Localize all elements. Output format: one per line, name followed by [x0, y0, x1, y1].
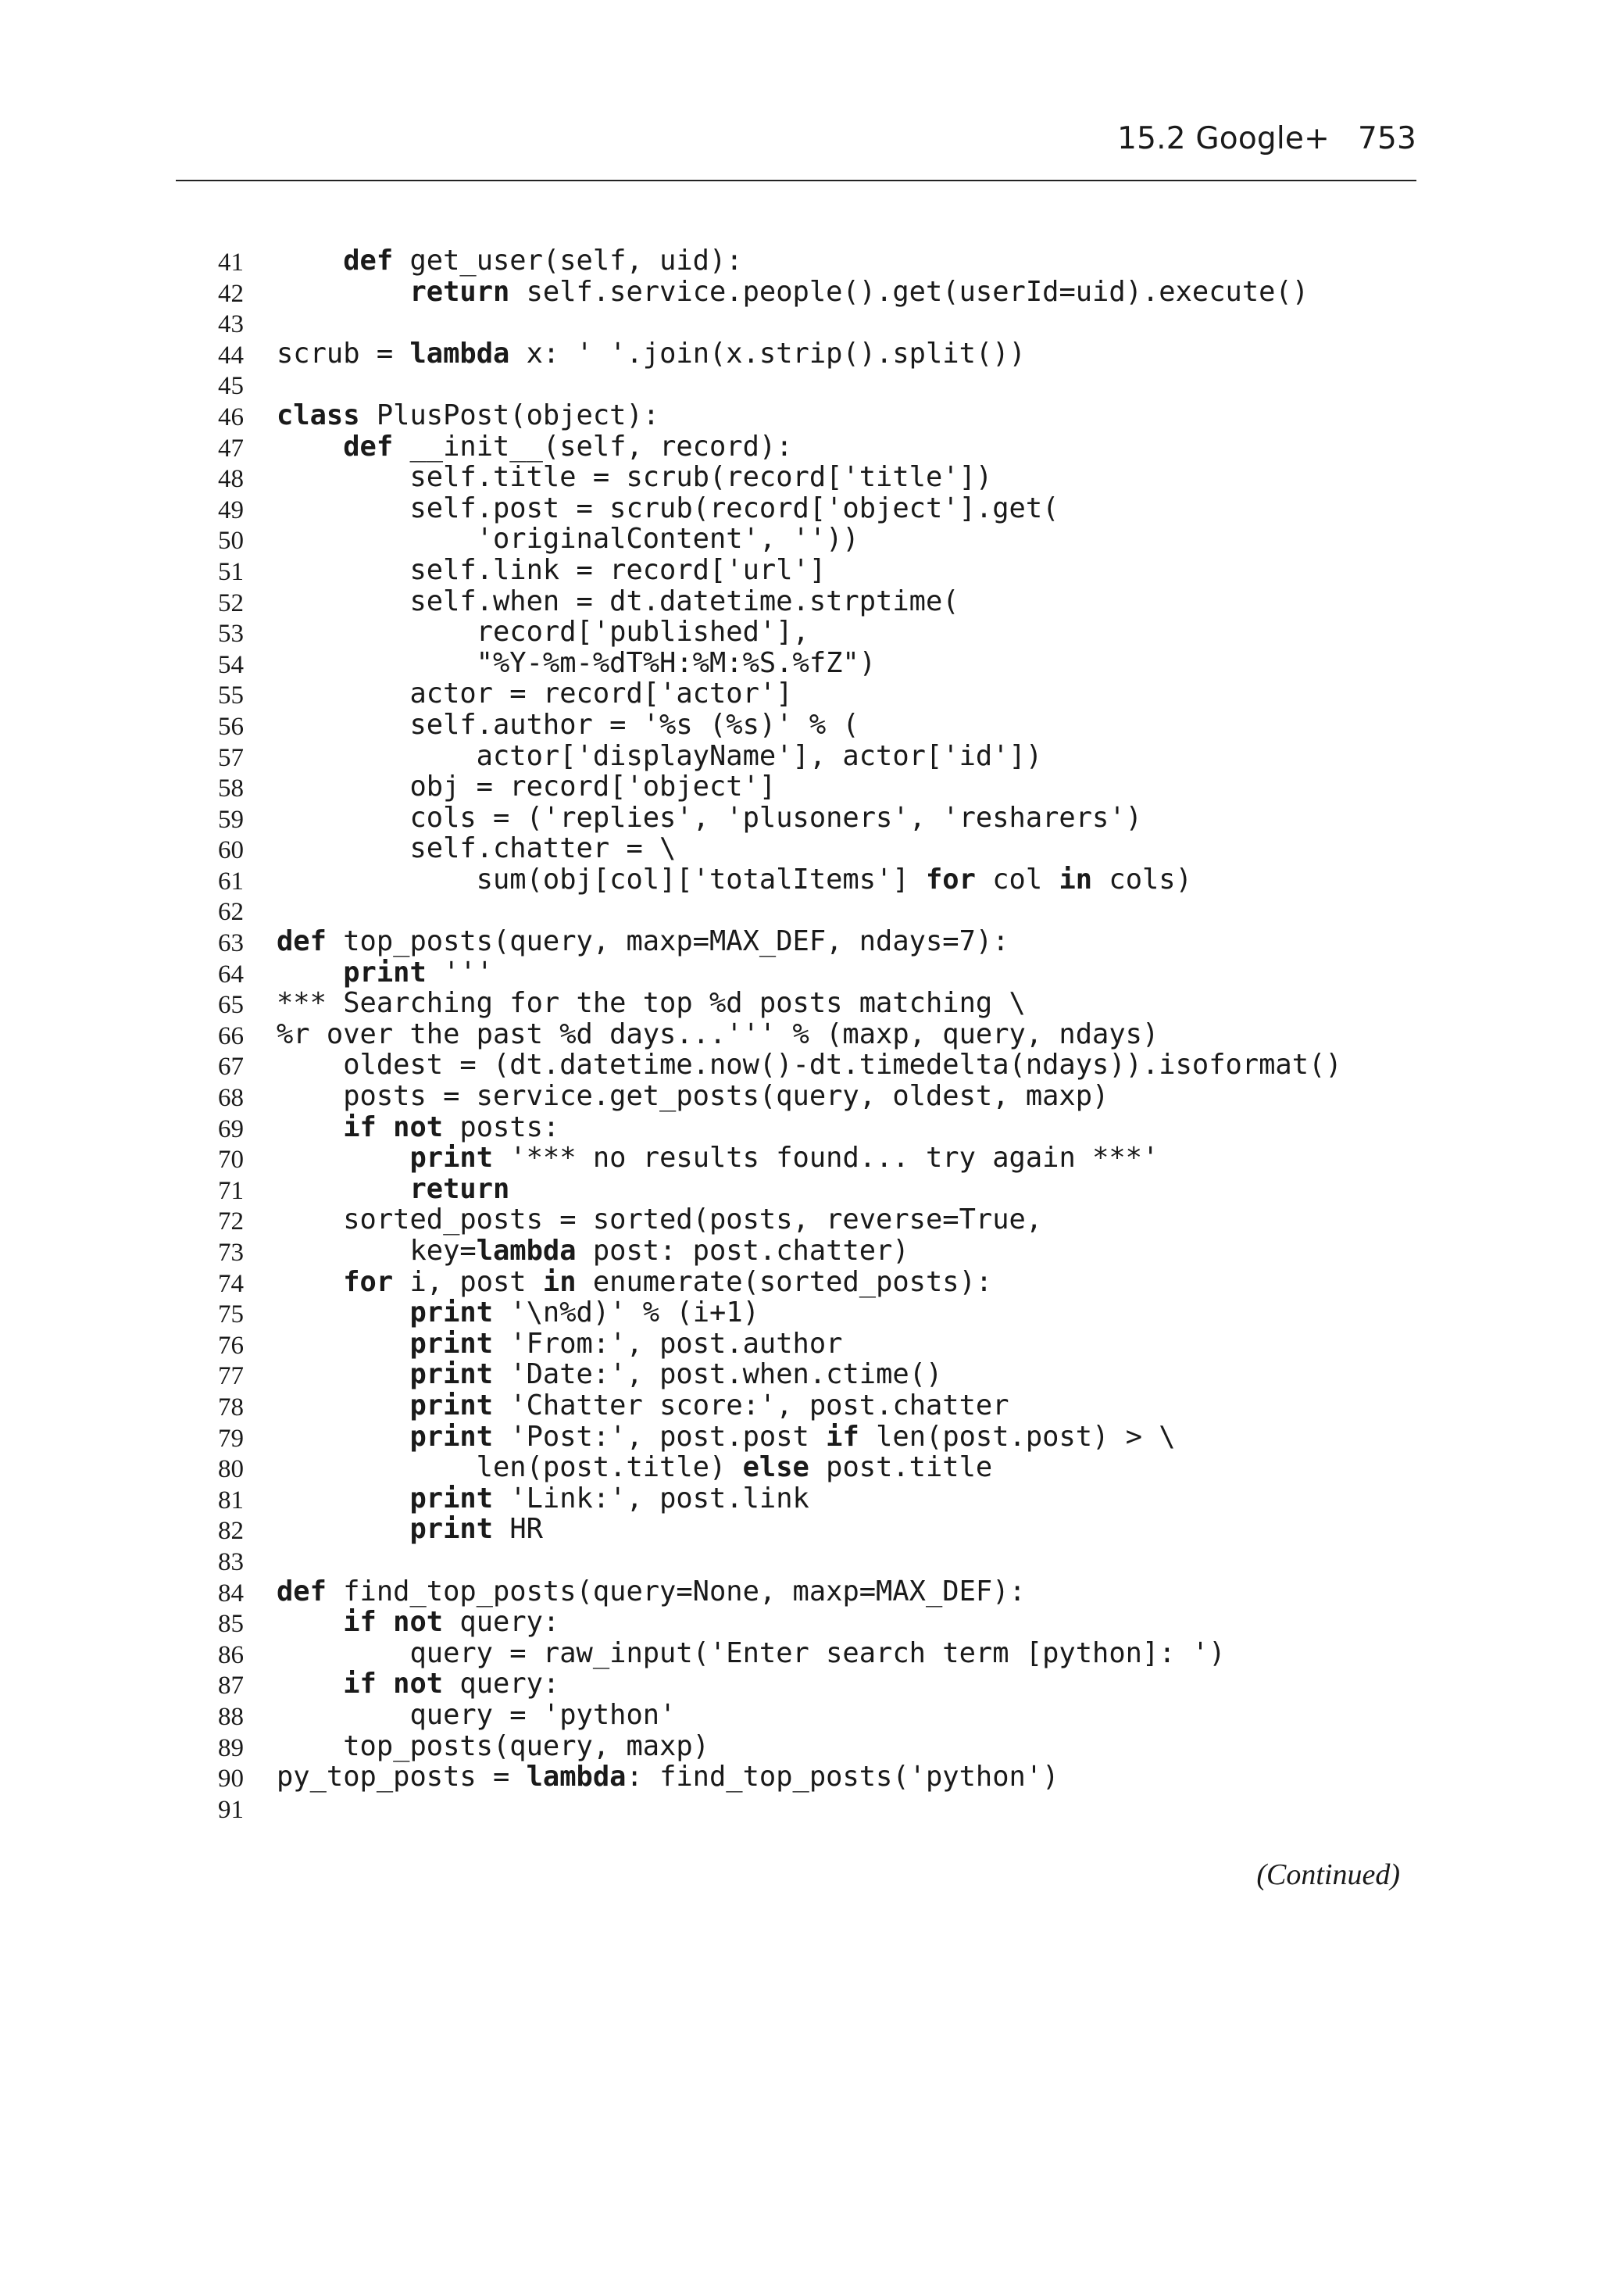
code-text: print '*** no results found... try again ***': [409, 1142, 1159, 1175]
code-line: [0, 864, 1600, 896]
line-number: 41: [218, 249, 244, 277]
line-number: 72: [218, 1207, 244, 1236]
code-text: print '\n%d)' % (i+1): [409, 1296, 759, 1329]
line-number: 70: [218, 1146, 244, 1175]
line-number: 82: [218, 1517, 244, 1546]
code-text: self.link = record['url']: [277, 553, 827, 586]
line-number: 65: [218, 991, 244, 1020]
code-text: if not query:: [343, 1668, 560, 1701]
code-line: [0, 957, 1600, 989]
code-text: actor = record['actor']: [277, 678, 793, 710]
code-line: [0, 369, 1600, 400]
code-text: if not posts:: [343, 1110, 560, 1143]
line-number: 67: [218, 1053, 244, 1082]
code-text: def find_top_posts(query=None, maxp=MAX_DEF):: [277, 1575, 1026, 1608]
code-line: [0, 1452, 1600, 1483]
line-number: 74: [218, 1269, 244, 1298]
code-line: [0, 1483, 1600, 1515]
code-text: len(post.title) else post.title: [277, 1451, 993, 1484]
line-number: 90: [218, 1765, 244, 1794]
line-number: 87: [218, 1672, 244, 1701]
code-text: self.author = '%s (%s)' % (: [277, 708, 859, 741]
code-text: record['published'],: [277, 616, 809, 649]
line-number: 68: [218, 1084, 244, 1113]
code-text: *** Searching for the top %d posts matching \: [277, 987, 1026, 1020]
code-line: [0, 988, 1600, 1019]
line-number: 80: [218, 1455, 244, 1484]
section-title: 15.2 Google+: [1117, 121, 1330, 156]
code-line: [0, 926, 1600, 957]
code-text: 'originalContent', '')): [277, 523, 859, 556]
line-number: 56: [218, 712, 244, 741]
code-line: [0, 895, 1600, 926]
line-number: 45: [218, 372, 244, 401]
code-text: print 'Chatter score:', post.chatter: [409, 1389, 1009, 1422]
code-text: %r over the past %d days...''' % (maxp, query, ndays): [277, 1017, 1159, 1050]
code-line: [0, 771, 1600, 803]
code-text: obj = record['object']: [277, 771, 777, 803]
code-text: sum(obj[col]['totalItems'] for col in cols): [277, 863, 1192, 896]
continued-label: (Continued): [1256, 1858, 1400, 1891]
line-number: 88: [218, 1702, 244, 1731]
code-text: def __init__(self, record):: [343, 430, 793, 463]
running-header: [176, 116, 1416, 181]
code-line: [0, 710, 1600, 741]
code-line: [0, 803, 1600, 834]
code-line: [0, 431, 1600, 463]
code-text: self.post = scrub(record['object'].get(: [277, 492, 1059, 524]
code-line: [0, 524, 1600, 555]
code-line: [0, 1761, 1600, 1793]
line-number: 51: [218, 557, 244, 586]
code-text: class PlusPost(object):: [277, 399, 660, 431]
line-number: 50: [218, 527, 244, 556]
line-number: 63: [218, 929, 244, 958]
code-line: [0, 1267, 1600, 1298]
line-number: 61: [218, 867, 244, 896]
code-line: [0, 833, 1600, 864]
code-text: self.when = dt.datetime.strptime(: [277, 585, 959, 617]
line-number: 54: [218, 650, 244, 679]
code-text: posts = service.get_posts(query, oldest, maxp): [277, 1080, 1109, 1113]
header-text: [1117, 123, 1416, 154]
line-number: 91: [218, 1795, 244, 1824]
code-text: def top_posts(query, maxp=MAX_DEF, ndays=7):: [277, 925, 1009, 958]
code-line: [0, 1422, 1600, 1453]
code-line: [0, 307, 1600, 338]
code-text: "%Y-%m-%dT%H:%M:%S.%fZ"): [277, 646, 877, 679]
line-number: 48: [218, 465, 244, 494]
code-text: print ''': [343, 956, 494, 989]
line-number: 58: [218, 774, 244, 803]
code-line: [0, 1297, 1600, 1329]
line-number: 64: [218, 960, 244, 989]
code-line: [0, 1112, 1600, 1143]
code-line: [0, 648, 1600, 679]
line-number: 79: [218, 1424, 244, 1453]
line-number: 71: [218, 1176, 244, 1205]
line-number: 44: [218, 341, 244, 370]
code-line: [0, 1638, 1600, 1669]
code-line: [0, 493, 1600, 524]
line-number: 62: [218, 898, 244, 927]
code-line: [0, 741, 1600, 772]
line-number: 83: [218, 1547, 244, 1576]
code-line: [0, 1793, 1600, 1824]
code-line: [0, 1700, 1600, 1731]
line-number: 53: [218, 620, 244, 649]
code-line: [0, 678, 1600, 710]
line-number: 89: [218, 1733, 244, 1762]
line-number: 59: [218, 805, 244, 834]
code-line: [0, 338, 1600, 370]
code-text: key=lambda post: post.chatter): [277, 1235, 909, 1267]
code-line: [0, 462, 1600, 493]
code-text: scrub = lambda x: ' '.join(x.strip().split()): [277, 337, 1026, 370]
line-number: 42: [218, 279, 244, 308]
line-number: 84: [218, 1579, 244, 1608]
code-line: [0, 617, 1600, 648]
code-text: query = 'python': [277, 1698, 677, 1731]
code-line: [0, 555, 1600, 586]
code-line: [0, 1607, 1600, 1638]
line-number: 86: [218, 1640, 244, 1669]
line-number: 60: [218, 836, 244, 865]
code-line: [0, 400, 1600, 431]
line-number: 46: [218, 402, 244, 431]
code-text: py_top_posts = lambda: find_top_posts('python'): [277, 1761, 1059, 1794]
code-text: cols = ('replies', 'plusoners', 'resharers'): [277, 801, 1142, 834]
code-text: print 'Link:', post.link: [409, 1482, 809, 1515]
code-text: print 'Date:', post.when.ctime(): [409, 1358, 943, 1391]
line-number: 55: [218, 681, 244, 710]
code-line: [0, 1236, 1600, 1267]
code-line: [0, 1204, 1600, 1236]
code-line: [0, 1731, 1600, 1762]
code-text: print HR: [409, 1513, 543, 1546]
line-number: 85: [218, 1610, 244, 1639]
code-text: query = raw_input('Enter search term [python]: '): [277, 1636, 1226, 1669]
page-number: 753: [1357, 121, 1416, 156]
code-line: [0, 586, 1600, 617]
code-line: [0, 1359, 1600, 1390]
code-line: [0, 1329, 1600, 1360]
code-line: [0, 1514, 1600, 1545]
code-text: top_posts(query, maxp): [277, 1729, 709, 1762]
code-text: return self.service.people().get(userId=uid).execute(): [409, 275, 1309, 308]
line-number: 47: [218, 434, 244, 463]
code-listing: [0, 245, 1600, 1823]
code-text: if not query:: [343, 1606, 560, 1639]
code-line: [0, 1174, 1600, 1205]
line-number: 52: [218, 588, 244, 617]
line-number: 43: [218, 310, 244, 339]
line-number: 66: [218, 1021, 244, 1050]
line-number: 75: [218, 1300, 244, 1329]
line-number: 78: [218, 1393, 244, 1422]
code-text: print 'From:', post.author: [409, 1327, 843, 1360]
code-line: [0, 1019, 1600, 1050]
line-number: 49: [218, 495, 244, 524]
line-number: 57: [218, 743, 244, 772]
code-text: for i, post in enumerate(sorted_posts):: [343, 1265, 993, 1298]
code-line: [0, 1050, 1600, 1081]
line-number: 81: [218, 1486, 244, 1515]
code-text: self.chatter = \: [277, 832, 677, 865]
code-text: oldest = (dt.datetime.now()-dt.timedelta(ndays)).isoformat(): [277, 1049, 1342, 1082]
line-number: 73: [218, 1239, 244, 1267]
code-text: return: [409, 1172, 510, 1205]
code-line: [0, 1081, 1600, 1112]
code-line: [0, 1143, 1600, 1174]
code-text: def get_user(self, uid):: [343, 245, 743, 277]
code-line: [0, 1545, 1600, 1576]
line-number: 76: [218, 1331, 244, 1360]
code-text: sorted_posts = sorted(posts, reverse=True,: [277, 1203, 1043, 1236]
code-text: self.title = scrub(record['title']): [277, 461, 993, 494]
code-line: [0, 1668, 1600, 1700]
code-line: [0, 277, 1600, 308]
code-line: [0, 1576, 1600, 1608]
code-line: [0, 1390, 1600, 1422]
line-number: 77: [218, 1362, 244, 1391]
line-number: 69: [218, 1114, 244, 1143]
code-text: print 'Post:', post.post if len(post.post) > \: [409, 1420, 1176, 1453]
code-line: [0, 245, 1600, 277]
code-text: actor['displayName'], actor['id']): [277, 739, 1043, 772]
